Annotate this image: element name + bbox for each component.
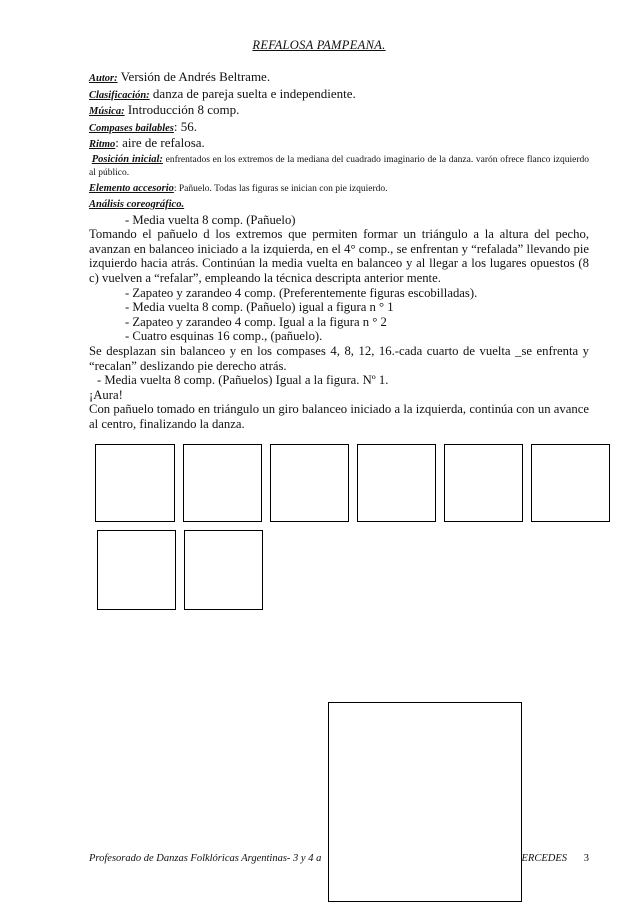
analysis-paragraph-1: Tomando el pañuelo d los extremos que permiten formar un triángulo a la altura del pecho, avanzan en balanceo iniciado a la izquierda, en el 4° comp., se enfrentan y “refalada” llevando pie izquierdo hacia atrás. Continúan la media vuelta en balanceo y al llegar a los lugares opuestos (8 c) vuelven a “refalar”, empleando la técnica descripta anterior mente. (89, 227, 589, 285)
analysis-label: Análisis coreográfico. (89, 199, 185, 210)
page-title: REFALOSA PAMPEANA. (252, 38, 386, 52)
autor-label: Autor: (89, 73, 118, 84)
compases-line (89, 120, 589, 137)
figure-item-4: - Zapateo y zarandeo 4 comp. Igual a la figura n ° 2 (125, 314, 387, 329)
large-figure-box (328, 702, 522, 902)
elemento-label: Elemento accesorio (89, 182, 174, 194)
figure-box (95, 444, 175, 522)
analysis-section (89, 196, 589, 432)
figure-item-6: - Media vuelta 8 comp. (Pañuelos) Igual a la figura. Nº 1. (97, 373, 389, 388)
musica-value: Introducción 8 comp. (124, 102, 240, 117)
figure-box (270, 444, 349, 522)
footer-left: Profesorado de Danzas Folklóricas Argentinas- 3 y 4 a (89, 853, 322, 864)
figure-item-3: - Media vuelta 8 comp. (Pañuelo) igual a figura n ° 1 (125, 300, 394, 315)
footer-right: ERCEDES (521, 853, 567, 864)
figure-item-2: - Zapateo y zarandeo 4 comp. (Preferentemente figuras escobilladas). (125, 285, 478, 300)
clasificacion-value: danza de pareja suelta e independiente. (149, 85, 356, 101)
figure-box (184, 530, 263, 610)
figure-box (444, 444, 523, 522)
autor-line (89, 70, 589, 87)
posicion-value: enfrentados en los extremos de la mediana del cuadrado imaginario de la danza. varón ofrece flanco izquierdo al público. (89, 154, 590, 178)
figure-box (357, 444, 436, 522)
ritmo-label: Ritmo (89, 139, 116, 150)
figure-box (97, 530, 176, 610)
figure-item-1: - Media vuelta 8 comp. (Pañuelo) (125, 212, 296, 227)
figure-item-5: - Cuatro esquinas 16 comp., (pañuelo). (125, 329, 323, 344)
analysis-paragraph-2: Se desplazan sin balanceo y en los compases 4, 8, 12, 16.-cada cuarto de vuelta _se enfrenta y “recalan” deslizando pie derecho atrás. (89, 343, 589, 373)
elemento-value: : Pañuelo. Todas las figuras se inician con pie izquierdo. (173, 183, 388, 194)
clasificacion-label: Clasificación: (89, 89, 150, 101)
musica-line (89, 103, 589, 120)
posicion-label: Posición inicial: (91, 153, 163, 165)
autor-value: Versión de Andrés Beltrame. (117, 69, 271, 84)
figure-box (531, 444, 610, 522)
posicion-line (89, 153, 589, 180)
ritmo-value: : aire de refalosa. (115, 135, 205, 150)
figure-box (183, 444, 262, 522)
musica-label: Música: (89, 106, 125, 117)
compases-label: Compases bailables (89, 122, 174, 134)
clasificacion-line (89, 87, 589, 104)
elemento-line (89, 180, 589, 197)
aura-line: ¡Aura! (89, 387, 123, 402)
page-number: 3 (583, 853, 589, 864)
analysis-paragraph-3: Con pañuelo tomado en triángulo un giro balanceo iniciado a la izquierda, continúa con un avance al centro, finalizando la danza. (89, 402, 589, 431)
compases-value: : 56. (173, 118, 198, 134)
metadata-block (89, 70, 589, 196)
ritmo-line (89, 136, 589, 153)
